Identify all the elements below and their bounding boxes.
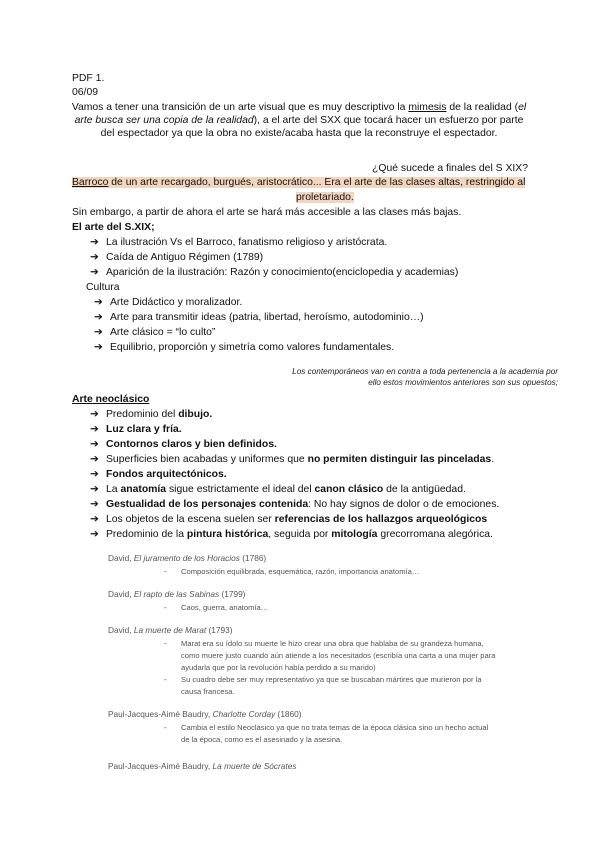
list-item-bold: pintura histórica [186,529,269,540]
list-item-text: grecorromana alegórica. [377,529,493,540]
list-item [94,296,242,309]
mimesis-term: mimesis [408,102,447,113]
work-title: Charlotte Corday [212,709,276,719]
dash-bullet: - [164,639,167,648]
barroco-line-1 [72,176,525,189]
list-item-text: Aparición de la ilustración: Razón y conocimiento(enciclopedia y academias) [106,267,459,278]
list-item-bold: no permiten distinguir las pinceladas [307,454,492,465]
work-year: (1860) [275,709,302,719]
work-heading [108,709,302,720]
dash-bullet: - [164,603,167,612]
work-note: como muere justo cuando aún atiende a los necesitados (escribía una carta a una mujer para [181,651,496,660]
dash-bullet: - [164,567,167,576]
work-author: David, [108,625,134,635]
dash-bullet: - [164,675,167,684]
arrow-icon: ➔ [90,529,99,540]
list-item-text: , seguida por [268,529,332,540]
question-line: ¿Qué sucede a finales del S XIX? [372,163,528,174]
work-note: Composición equilibrada, esquemática, razón, importancia anatomía… [181,567,420,576]
cultura-label: Cultura [86,282,120,293]
arrow-icon: ➔ [90,267,99,278]
work-note: Cambia el estilo Neoclásico ya que no trata temas de la época clásica sino un hecho actual [181,723,489,732]
intro-italic: el arte busca ser una copia de la realidad [74,102,527,126]
list-item-text: La ilustración Vs el Barroco, fanatismo religioso y aristócrata. [106,237,388,248]
arrow-icon: ➔ [90,424,99,435]
arrow-icon: ➔ [94,327,103,338]
work-note: Marat era su ídolo su muerte le hizo crear una obra que hablaba de su grandeza humana, [181,639,484,648]
work-title: La muerte de Marat [133,625,207,635]
list-item [90,236,387,249]
arrow-icon: ➔ [90,237,99,248]
work-title: El juramento de los Horacios [133,553,240,563]
arrow-icon: ➔ [90,499,99,510]
barroco-text: de un arte recargado, burgués, aristocrático... Era el arte de las clases altas, restringido al [108,177,526,188]
note-line: Los contemporáneos van en contra a toda pertenencia a la academia por [292,367,558,376]
list-item [90,438,277,451]
list-item [90,408,212,421]
work-author: Paul-Jacques-Aimé Baudry, [108,761,213,771]
list-item [90,528,493,541]
list-item [90,453,494,466]
dash-bullet: - [164,723,167,732]
intro-text: de la realidad ( [446,102,519,113]
work-note: de la época, como es el asesinado y la asesina. [181,735,343,744]
list-item-bold: dibujo. [178,409,213,420]
arrow-icon: ➔ [94,312,103,323]
intro-paragraph [68,101,530,140]
work-year: (1799) [219,589,246,599]
list-item-text: : No hay signos de dolor o de emociones. [308,499,500,510]
list-item [90,251,263,264]
list-item-text: Caída de Antiguo Régimen (1789) [106,252,264,263]
list-item [90,513,487,526]
list-item [90,266,458,279]
work-note: causa francesa. [181,687,235,696]
note-line: ello estos movimientos anteriores son sus opuestos; [368,378,558,387]
list-item-text: Arte para transmitir ideas (patria, libertad, heroísmo, autodominio…) [110,312,424,323]
work-heading [108,553,266,564]
siglo-xix-heading: El arte del S.XIX; [72,222,155,233]
list-item [90,423,182,436]
list-item-bold: Contornos claros y bien definidos. [106,439,277,450]
list-item-bold: mitología [331,529,378,540]
arrow-icon: ➔ [90,514,99,525]
list-item [94,326,215,339]
list-item-text: Arte Didáctico y moralizador. [110,297,243,308]
work-note: Caos, guerra, anatomía… [181,603,269,612]
neoclasico-heading: Arte neoclásico [72,394,150,405]
work-title: El rapto de las Sabinas [133,589,220,599]
list-item [90,483,466,496]
arrow-icon: ➔ [90,409,99,420]
work-note: ayudarla que por la revolución había perdido a su marido) [181,663,376,672]
list-item-bold: Fondos arquitectónicos. [106,469,227,480]
work-year: (1793) [206,625,233,635]
list-item-text: sigue estrictamente el ideal del [166,484,315,495]
arrow-icon: ➔ [90,439,99,450]
work-heading [108,589,245,600]
list-item-text: Predominio del [106,409,179,420]
arrow-icon: ➔ [94,342,103,353]
work-author: Paul-Jacques-Aimé Baudry, [108,709,213,719]
barroco-text: proletariado. [296,192,354,203]
barroco-term: Barroco [72,177,109,188]
list-item-text: Los objetos de la escena suelen ser [106,514,275,525]
work-heading [108,625,233,636]
arrow-icon: ➔ [90,454,99,465]
arrow-icon: ➔ [90,252,99,263]
list-item-text: de la antigüedad. [383,484,466,495]
intro-text: Vamos a tener una transición de un arte visual que es muy descriptivo la [71,102,409,113]
margin-note [158,366,558,388]
list-item-bold: referencias de los hallazgos arqueológicos [274,514,488,525]
accessible-line: Sin embargo, a partir de ahora el arte se hará más accesible a las clases más bajas. [72,207,462,218]
list-item-text: Arte clásico = “lo culto” [110,327,216,338]
work-heading [108,761,296,772]
doc-title: PDF 1. [72,73,105,84]
work-note: Su cuadro debe ser muy representativo ya que se buscaban mártires que murieron por la [181,675,482,684]
arrow-icon: ➔ [94,297,103,308]
arrow-icon: ➔ [90,484,99,495]
work-author: David, [108,589,134,599]
barroco-line-2 [296,191,354,204]
work-title: La muerte de Sócrates [212,761,297,771]
arrow-icon: ➔ [90,469,99,480]
work-year: (1786) [239,553,267,563]
list-item [94,341,394,354]
list-item-text: . [491,454,495,465]
doc-date: 06/09 [72,87,99,98]
list-item-text: Superficies bien acabadas y uniformes que [106,454,308,465]
list-item-text: Predominio de la [106,529,187,540]
list-item [90,468,227,481]
intro-text: ), a el arte del SXX que tocará hacer un esfuerzo por parte del espectador ya que la obra no existe/acaba hasta que la reconstruye el espectador. [100,115,524,139]
list-item-bold: Luz clara y fría. [106,424,182,435]
list-item-bold: anatomía [120,484,167,495]
work-author: David, [108,553,134,563]
list-item [94,311,424,324]
list-item [90,498,499,511]
list-item-text: La [106,484,121,495]
list-item-bold: Gestualidad de los personajes contenida [106,499,309,510]
list-item-bold: canon clásico [314,484,384,495]
list-item-text: Equilibrio, proporción y simetría como valores fundamentales. [110,342,395,353]
